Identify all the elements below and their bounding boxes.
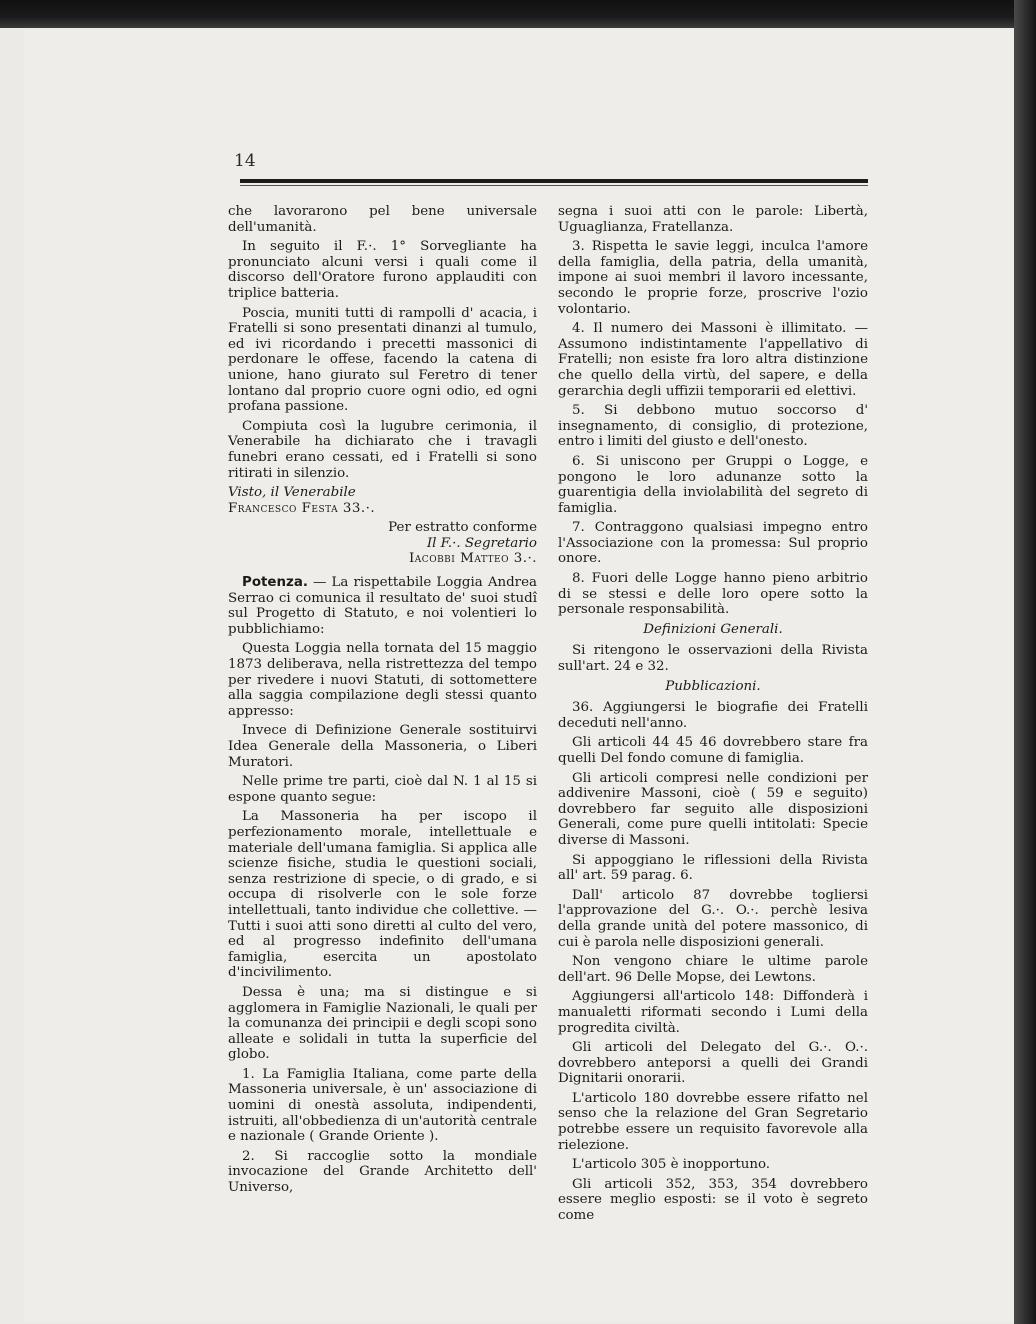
paragraph: Invece di Definizione Generale sostituirvi Idea Generale della Massoneria, o Liberi Muratori. [228,723,537,770]
paragraph: 3. Rispetta le savie leggi, inculca l'amore della famiglia, della patria, della umanità, impone ai suoi membri il lavoro incessante, secondo le proprie forze, proscrive l'ozio volontario. [558,239,868,317]
scan-top-border [0,0,1036,28]
signature-festa: Francesco Festa 33.·. [228,500,376,516]
paragraph: In seguito il F.·. 1° Sorvegliante ha pronunciato alcuni versi i quali come il discorso dell'Oratore furono applauditi con triplice batteria. [228,239,537,301]
scan-right-border [1014,0,1036,1324]
section-heading-potenza: Potenza. [242,575,308,591]
paragraph: 6. Si uniscono per Gruppi o Logge, e pongono le loro adunanze sotto la guarentigia della inviolabilità del segreto di famiglia. [558,453,868,516]
paragraph: Gli articoli 352, 353, 354 dovrebbero essere meglio esposti: se il voto è segreto come [558,1176,868,1224]
paragraph: Nelle prime tre parti, cioè dal N. 1 al 15 si espone quanto segue: [228,774,537,805]
header-rule-thin [240,185,868,186]
paragraph: 5. Si debbono mutuo soccorso d' insegnamento, di consiglio, di protezione, entro i limiti del giusto e dell'onesto. [558,403,868,450]
paragraph: Aggiungersi all'articolo 148: Diffonderà i manualetti riformati secondo i Lumi della progredita civiltà. [558,989,868,1036]
left-column [228,204,537,1200]
paragraph: Non vengono chiare le ultime parole dell'art. 96 Delle Mopse, dei Lewtons. [558,954,868,985]
right-column [558,204,868,1228]
signature-estratto: Per estratto conforme [388,520,537,536]
paragraph: Si ritengono le osservazioni della Rivista sull'art. 24 e 32. [558,643,868,675]
paragraph: Poscia, muniti tutti di rampolli d' acacia, i Fratelli si sono presentati dinanzi al tumulo, ed ivi ricordando i precetti massonici di perdonare le offese, facendo la catena di unione, hano giurato sul Feretro di tener lontano dal proprio cuore ogni odio, ed ogni profana passione. [228,305,537,415]
paragraph: 7. Contraggono qualsiasi impegno entro l'Associazione con la promessa: Sul proprio onore. [558,520,868,567]
paragraph: 2. Si raccoglie sotto la mondiale invocazione del Grande Architetto dell' Universo, [228,1148,537,1196]
paragraph: 8. Fuori delle Logge hanno pieno arbitrio di se stessi e delle loro opere sotto la personale responsabilità. [558,571,868,618]
paragraph-potenza-text: — La rispettabile Loggia Andrea Serrao ci comunica il resultato de' suoi studî sul Progetto di Statuto, e noi volentieri lo pubblichiamo: [228,575,537,637]
section-heading-definizioni: Definizioni Generali. [643,621,783,637]
paragraph: La Massoneria ha per iscopo il perfezionamento morale, intellettuale e materiale dell'umana famiglia. Si applica alle scienze fisiche, studia le questioni sociali, senza restrizione di specie, o di grado, e si occupa di risolverle con le sole forze intellettuali, tanto individue che collettive. — Tutti i suoi atti sono diretti al culto del vero, ed al progresso indefinito dell'umana famiglia, esercita un apostolato d'incivilimento. [228,809,537,981]
paragraph: 36. Aggiungersi le biografie dei Fratelli deceduti nell'anno. [558,700,868,731]
paragraph: Gli articoli del Delegato del G.·. O.·. dovrebbero anteporsi a quelli dei Grandi Dignitarii onorarii. [558,1040,868,1087]
header-rule [240,179,868,183]
signature-segretario [228,536,537,552]
paragraph: che lavorarono pel bene universale dell'umanità. [228,204,537,235]
paragraph: 4. Il numero dei Massoni è illimitato. — Assumono indistintamente l'appellativo di Fratelli; non esiste fra loro altra distinzione che quello della virtù, del sapere, e della gerarchia degli uffizii temporarii ed elettivi. [558,321,868,399]
paragraph-potenza [228,575,537,637]
paragraph: Dessa è una; ma si distingue e si agglomera in Famiglie Nazionali, le quali per la comunanza dei principii e degli scopi sono alleate e solidali in tutta la superficie del globo. [228,984,537,1063]
paragraph: segna i suoi atti con le parole: Libertà, Uguaglianza, Fratellanza. [558,204,868,235]
paragraph: 1. La Famiglia Italiana, come parte della Massoneria universale, è un' associazione di uomini di onestà assoluta, indipendenti, istruiti, all'obbedienza di un'autorità centrale e nazionale ( Grande Oriente ). [228,1066,537,1145]
paragraph: Compiuta così la lugubre cerimonia, il Venerabile ha dichiarato che i travagli funebri erano cessati, ed i Fratelli si sono ritirati in silenzio. [228,418,537,481]
paragraph: L'articolo 305 è inopportuno. [572,1157,771,1173]
section-heading-pubblicazioni: Pubblicazioni. [665,678,761,694]
signature-visto [228,485,537,501]
paragraph: Dall' articolo 87 dovrebbe togliersi l'approvazione del G.·. O.·. perchè lesiva della grande unità del potere massonico, di cui è parola nelle disposizioni generali. [558,887,868,950]
paragraph: L'articolo 180 dovrebbe essere rifatto nel senso che la relazione del Gran Segretario potrebbe essere un requisito favorevole alla rielezione. [558,1090,868,1153]
signature-iacobbi: Iacobbi Matteo 3.·. [409,551,537,567]
page-number: 14 [234,151,256,171]
signature-visto-line: Visto, il Venerabile [228,485,356,501]
paragraph: Gli articoli compresi nelle condizioni per addivenire Massoni, cioè ( 59 e seguito) dovrebbero far seguito alle disposizioni Generali, come pure quelli intitolati: Specie diverse di Massoni. [558,770,868,848]
paragraph: Questa Loggia nella tornata del 15 maggio 1873 deliberava, nella ristrettezza del tempo per rivedere i nuovi Statuti, di sottomettere alla saggia compilazione degli stessi quanto appresso: [228,641,537,719]
paragraph: Gli articoli 44 45 46 dovrebbero stare fra quelli Del fondo comune di famiglia. [558,735,868,766]
signature-segretario-line: Il F.·. Segretario [426,535,537,551]
paragraph: Si appoggiano le riflessioni della Rivista all' art. 59 parag. 6. [558,852,868,884]
